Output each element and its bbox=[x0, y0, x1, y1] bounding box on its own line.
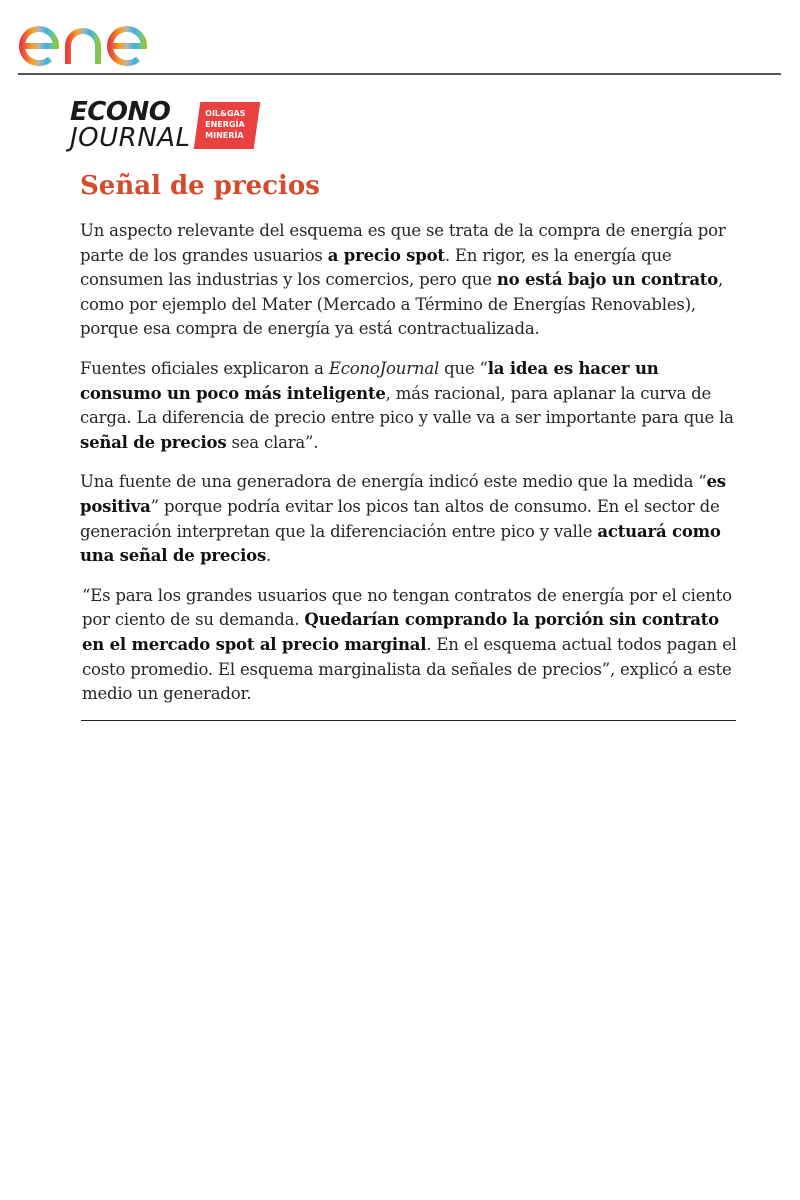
text: Fuentes oficiales explicaron a bbox=[80, 358, 329, 378]
text: Una fuente de una generadora de energía indicó este medio que la medida “ bbox=[80, 472, 707, 492]
enel-logo bbox=[16, 8, 172, 70]
text: , como por ejemplo del Mater (Mercado a Término de Energías Renovables), porque esa compra de energía ya está contractualizada. bbox=[80, 270, 724, 339]
logo-wordmark-journal: JOURNAL bbox=[70, 123, 191, 153]
text: . bbox=[266, 546, 272, 566]
text: que “ bbox=[439, 358, 488, 378]
bold-text: no está bajo un contrato bbox=[496, 270, 719, 290]
text: “Es para los grandes usuarios que no tengan contratos de energía por el ciento por ciento de su demanda. bbox=[82, 585, 732, 630]
bold-text: a precio spot bbox=[327, 245, 445, 265]
logo-badge bbox=[194, 102, 261, 149]
bold-text: actuará como una señal de precios bbox=[80, 521, 721, 566]
text: sea clara”. bbox=[226, 432, 319, 452]
text: . En el esquema actual todos pagan el costo promedio. El esquema marginalista da señales de precios”, explicó a este medio un generador. bbox=[82, 634, 737, 704]
footer-divider bbox=[81, 720, 736, 721]
text: ” porque podría evitar los picos tan altos de consumo. En el sector de generación interpretan que la diferenciación entre pico y valle bbox=[80, 496, 720, 541]
paragraph bbox=[80, 470, 740, 568]
bold-text: es positiva bbox=[80, 472, 726, 516]
bold-text: señal de precios bbox=[80, 432, 227, 452]
logo-wordmark-econo: ECONO bbox=[70, 97, 171, 127]
bold-text: la idea es hacer un consumo un poco más inteligente bbox=[80, 358, 659, 403]
header-divider bbox=[18, 73, 781, 75]
text: , más racional, para aplanar la curva de carga. La diferencia de precio entre pico y valle va a ser importante para que la bbox=[80, 383, 734, 428]
badge-line: ENERGÍA bbox=[205, 120, 245, 129]
econojournal-logo bbox=[70, 97, 265, 154]
article-body bbox=[80, 219, 740, 722]
paragraph bbox=[80, 219, 740, 342]
section-title: Señal de precios bbox=[80, 171, 320, 201]
badge-line: OIL&GAS bbox=[205, 109, 246, 118]
quote-paragraph bbox=[80, 584, 740, 707]
paragraph bbox=[80, 357, 740, 455]
bold-text: Quedarían comprando la porción sin contrato en el mercado spot al precio marginal bbox=[82, 610, 719, 654]
text: . En rigor, es la energía que consumen las industrias y los comercios, pero que bbox=[80, 245, 672, 290]
italic-text: EconoJournal bbox=[328, 358, 440, 378]
badge-line: MINERÍA bbox=[205, 131, 244, 140]
text: Un aspecto relevante del esquema es que se trata de la compra de energía por parte de los grandes usuarios bbox=[80, 221, 726, 265]
